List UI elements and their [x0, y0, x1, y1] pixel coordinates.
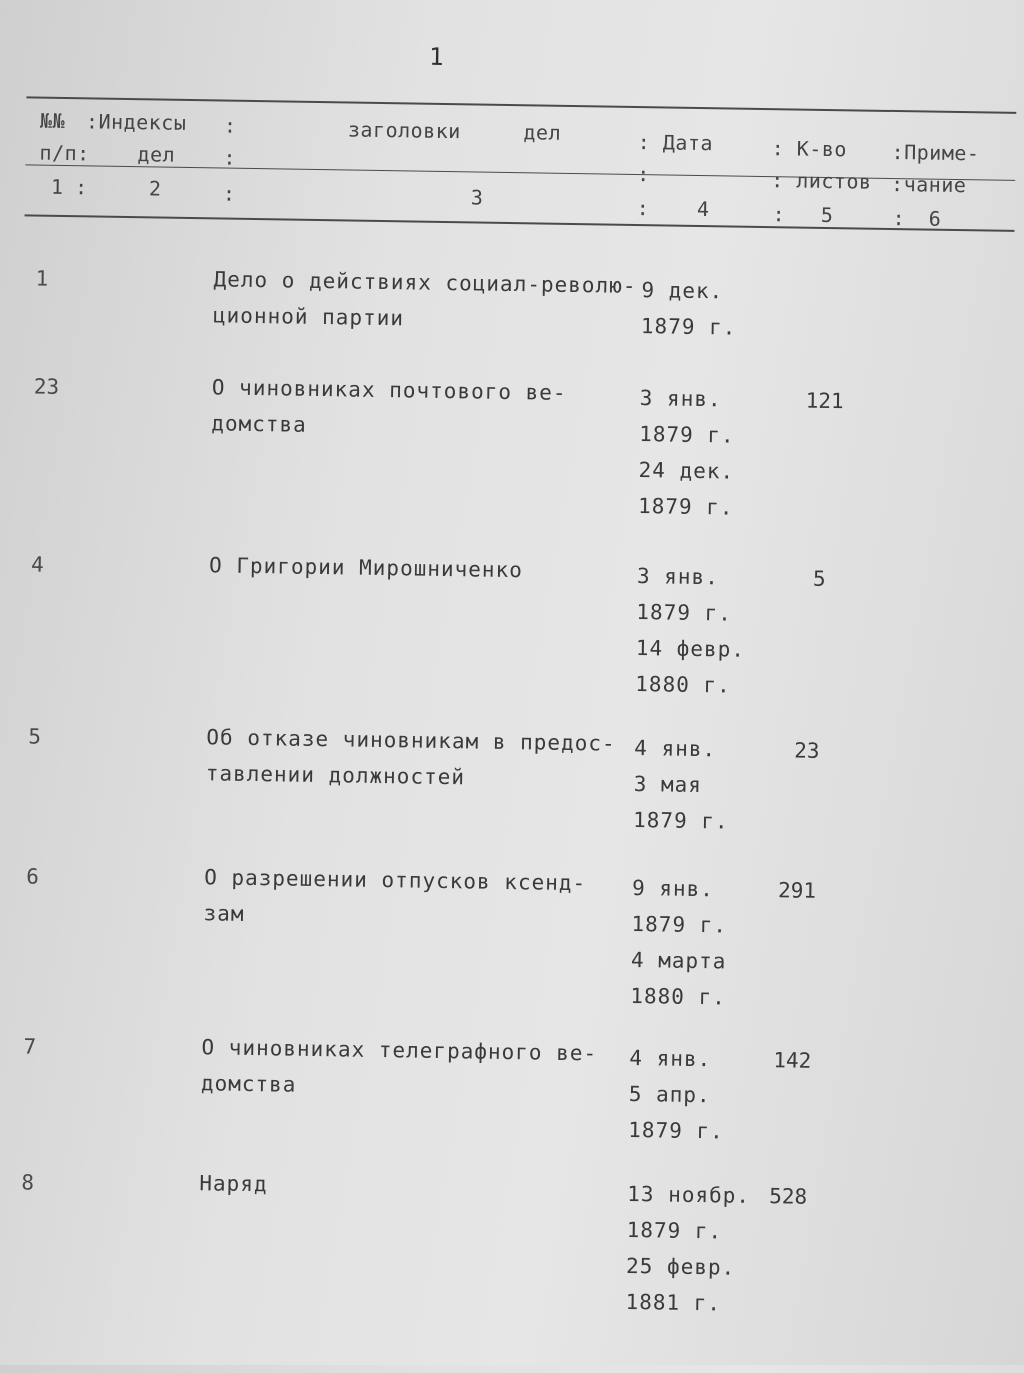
header-date-label: : Дата [637, 129, 714, 156]
column-number-separator: : [222, 181, 236, 206]
row-date [633, 730, 730, 839]
header-index-sublabel: дел [137, 142, 176, 167]
header-index-label: :Индексы [85, 109, 187, 135]
header-number-label: №№ [39, 108, 66, 133]
row-date-line: 1879 г. [636, 600, 733, 626]
row-date [625, 1176, 750, 1322]
row-date-line: 3 янв. [639, 386, 722, 412]
column-number-6: : 6 [892, 206, 941, 231]
row-sheets: 528 [769, 1184, 808, 1209]
header-title-label: заголовки дел [347, 117, 562, 145]
row-date-line: 24 дек. [638, 458, 735, 484]
row-date [638, 380, 736, 525]
row-date [628, 1040, 725, 1149]
header-separator-bottom: : [223, 145, 237, 170]
row-title [199, 1165, 620, 1208]
row-date-line: 1879 г. [628, 1117, 724, 1144]
row-date-line: 25 февр. [625, 1253, 736, 1280]
row-date-line: 4 янв. [634, 736, 717, 762]
row-title-line: О чиновниках почтового ве- [211, 375, 567, 405]
row-title-line: О разрешении отпусков ксенд- [203, 865, 587, 896]
row-date-line: 9 дек. [641, 278, 724, 304]
row-sheets: 121 [805, 388, 844, 414]
row-number: 5 [28, 724, 42, 749]
row-date-line: 1879 г. [639, 422, 735, 448]
row-date-line: 1880 г. [630, 983, 727, 1010]
row-date-line: 14 февр. [635, 636, 746, 662]
row-date-line: 5 апр. [628, 1081, 711, 1108]
page-number: 1 [428, 42, 444, 71]
row-title-line: Наряд [199, 1171, 268, 1197]
row-sheets: 5 [812, 566, 826, 591]
row-title-line: О Григории Мирошниченко [208, 553, 524, 583]
row-number: 4 [30, 552, 44, 577]
row-date-line: 1881 г. [625, 1289, 722, 1316]
column-number-4: : 4 [636, 195, 710, 222]
column-number-3: 3 [470, 185, 484, 210]
row-date-line: 4 янв. [629, 1045, 712, 1072]
row-date-line: 13 ноябр. [627, 1181, 751, 1208]
row-number: 1 [35, 266, 49, 291]
row-title-line: Об отказе чиновникам в предос- [206, 725, 616, 756]
header-sheets-label: : К-во [771, 136, 848, 162]
row-sheets: 291 [777, 878, 817, 903]
row-title-line: зам [203, 901, 245, 926]
row-title [212, 261, 637, 340]
row-date-line: 4 марта [630, 947, 727, 974]
header-notes-label: :Приме- [891, 139, 980, 166]
row-date-line: 3 мая [633, 772, 703, 798]
row-title-line: тавлении должностей [205, 761, 466, 790]
header-number-sublabel: п/п: [39, 140, 90, 166]
row-date-line: 1880 г. [635, 672, 731, 698]
row-title [201, 1029, 622, 1108]
column-number-2: 2 [148, 176, 162, 201]
row-title [211, 369, 632, 448]
row-date [630, 870, 728, 1015]
row-title-line: ционной партии [212, 303, 405, 331]
row-number: 6 [25, 864, 40, 889]
header-bottom-rule [25, 214, 1015, 232]
row-date-line: 1879 г. [632, 808, 729, 834]
row-sheets: 142 [773, 1048, 812, 1073]
row-number: 23 [33, 374, 60, 399]
row-date-line: 3 янв. [636, 564, 720, 590]
row-title [203, 859, 624, 938]
header-date-separator: : [637, 161, 651, 187]
row-date-line: 1879 г. [640, 314, 737, 340]
row-date-line: 9 янв. [631, 875, 715, 902]
column-number-5: : 5 [772, 202, 834, 228]
row-title-line: О чиновниках телеграфного ве- [201, 1035, 598, 1066]
header-sheets-sublabel: : листов [771, 168, 872, 194]
row-sheets: 23 [794, 738, 820, 763]
row-number: 7 [23, 1034, 37, 1059]
column-number-1: 1 : [50, 174, 88, 200]
row-title-line: домства [200, 1071, 297, 1097]
row-title [206, 719, 627, 798]
row-date-line: 1879 г. [626, 1217, 723, 1244]
header-separator-top: : [223, 113, 237, 138]
row-number: 8 [21, 1170, 35, 1195]
header-notes-sublabel: :чание [890, 171, 967, 198]
row-title-line: Дело о действиях социал-револю- [213, 267, 637, 298]
row-title-line: домства [211, 411, 308, 437]
row-date-line: 1879 г. [637, 494, 734, 520]
row-title [209, 547, 630, 590]
row-date [641, 272, 738, 345]
row-date [635, 558, 746, 704]
row-date-line: 1879 г. [631, 911, 728, 938]
